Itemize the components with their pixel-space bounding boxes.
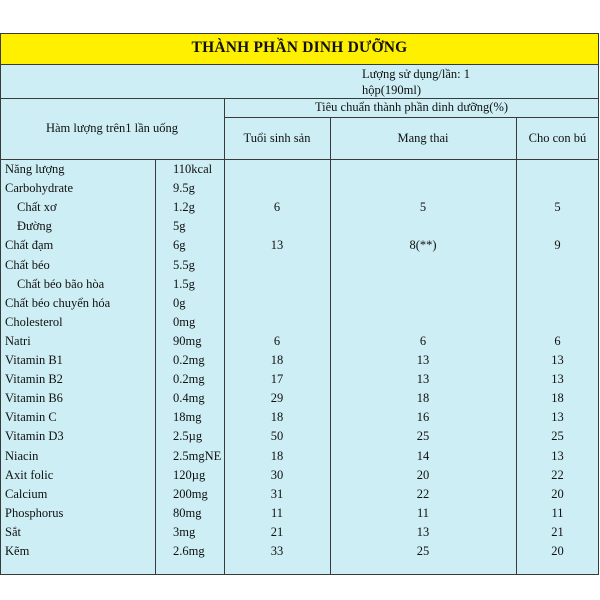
nutrient-percent: 17 — [270, 372, 284, 387]
nutrient-percent: 11 — [416, 505, 430, 520]
nutrient-amount: 1.5g — [173, 276, 195, 291]
nutrient-percent: 25 — [551, 429, 564, 444]
nutrient-percent: 31 — [270, 486, 284, 501]
nutrient-amount: 5.5g — [173, 257, 195, 272]
nutrient-name: Chất béo bão hòa — [17, 276, 105, 291]
nutrient-name: Niacin — [5, 448, 39, 463]
nutrient-percent: 18 — [270, 410, 284, 425]
grid-line — [0, 33, 599, 34]
nutrient-percent: 13 — [416, 353, 430, 367]
nutrient-percent: 13 — [551, 410, 564, 425]
nutrient-percent: 6 — [554, 333, 561, 348]
nutrient-name: Chất xơ — [17, 200, 57, 215]
nutrient-percent: 16 — [416, 410, 430, 425]
nutrient-percent: 8(**) — [409, 238, 437, 253]
group-header: Tiêu chuẩn thành phần dinh dưỡng(%) — [314, 100, 509, 114]
nutrient-percent: 25 — [416, 544, 430, 558]
nutrient-percent: 13 — [551, 448, 564, 463]
nutrient-percent: 18 — [551, 391, 564, 406]
nutrient-amount: 120µg — [173, 467, 206, 482]
nutrient-amount: 110kcal — [173, 162, 213, 176]
nutrient-name: Vitamin B2 — [5, 372, 63, 387]
nutrient-percent: 20 — [551, 486, 564, 501]
nutrient-name: Năng lượng — [5, 162, 65, 176]
nutrient-percent: 20 — [416, 467, 430, 482]
nutrient-name: Chất đạm — [5, 238, 54, 253]
nutrient-amount: 0.4mg — [173, 391, 205, 406]
nutrient-percent: 6 — [273, 200, 281, 215]
table-title: THÀNH PHẦN DINH DƯỠNG — [191, 39, 408, 56]
nutrient-percent: 6 — [273, 333, 281, 348]
nutrient-amount: 3mg — [173, 524, 196, 539]
nutrient-amount: 2.5mgNE — [173, 448, 222, 463]
nutrient-name: Vitamin B1 — [5, 353, 63, 367]
nutrient-percent: 11 — [270, 505, 284, 520]
nutrient-amount: 9.5g — [173, 181, 195, 196]
serving-size-line2: hộp(190ml) — [362, 83, 422, 97]
nutrient-name: Cholesterol — [5, 314, 63, 329]
nutrient-name: Axit folic — [5, 467, 54, 482]
nutrient-amount: 0mg — [173, 314, 196, 329]
col-header-reproductive-age: Tuổi sinh sản — [243, 131, 311, 145]
grid-line — [0, 33, 1, 575]
nutrient-amount: 0.2mg — [173, 372, 205, 387]
nutrient-name: Carbohydrate — [5, 181, 74, 196]
nutrient-percent: 21 — [270, 524, 284, 539]
nutrient-name: Chất béo — [5, 257, 50, 272]
grid-line — [0, 159, 599, 160]
nutrient-name: Vitamin D3 — [5, 429, 64, 444]
nutrient-percent: 29 — [270, 391, 284, 406]
nutrient-name: Vitamin C — [5, 410, 57, 425]
grid-line — [0, 98, 599, 99]
nutrient-percent: 21 — [551, 524, 564, 539]
nutrient-percent: 13 — [270, 238, 284, 253]
nutrient-amount: 80mg — [173, 505, 202, 520]
nutrient-amount: 0.2mg — [173, 353, 205, 367]
nutrient-percent: 18 — [416, 391, 430, 406]
nutrient-name: Chất béo chuyển hóa — [5, 295, 111, 310]
nutrient-percent: 22 — [416, 486, 430, 501]
nutrient-percent: 9 — [554, 238, 561, 253]
nutrient-percent: 25 — [416, 429, 430, 444]
nutrient-name: Natri — [5, 333, 31, 348]
col-header-breastfeeding: Cho con bú — [528, 131, 587, 145]
nutrient-percent: 18 — [270, 448, 284, 463]
nutrient-percent: 33 — [270, 544, 284, 558]
nutrient-amount: 18mg — [173, 410, 202, 425]
grid-line — [0, 574, 599, 575]
row-header: Hàm lượng trên1 lần uống — [45, 121, 179, 135]
nutrient-amount: 2.6mg — [173, 544, 205, 558]
nutrient-name: Sắt — [5, 524, 21, 539]
nutrient-percent: 5 — [419, 200, 427, 215]
nutrient-percent: 50 — [270, 429, 284, 444]
nutrient-percent: 13 — [416, 372, 430, 387]
nutrient-percent: 6 — [419, 333, 427, 348]
nutrient-amount: 1.2g — [173, 200, 195, 215]
col-header-pregnant: Mang thai — [397, 131, 449, 145]
grid-line — [0, 64, 599, 65]
nutrient-percent: 20 — [551, 544, 564, 558]
nutrient-amount: 90mg — [173, 333, 202, 348]
nutrient-amount: 0g — [173, 295, 186, 310]
nutrient-name: Đường — [17, 219, 52, 234]
nutrient-amount: 200mg — [173, 486, 208, 501]
nutrient-name: Kẽm — [5, 544, 30, 558]
nutrient-percent: 22 — [551, 467, 564, 482]
nutrient-percent: 11 — [551, 505, 564, 520]
grid-line — [224, 117, 599, 118]
nutrient-percent: 13 — [416, 524, 430, 539]
nutrient-percent: 5 — [554, 200, 561, 215]
nutrient-name: Phosphorus — [5, 505, 64, 520]
nutrient-percent: 14 — [416, 448, 430, 463]
nutrient-percent: 13 — [551, 372, 564, 387]
nutrient-percent: 30 — [270, 467, 284, 482]
nutrient-percent: 13 — [551, 353, 564, 367]
nutrient-percent: 18 — [270, 353, 284, 367]
nutrient-amount: 2.5µg — [173, 429, 203, 444]
nutrient-amount: 6g — [173, 238, 186, 253]
nutrient-name: Vitamin B6 — [5, 391, 63, 406]
serving-size-line1: Lượng sử dụng/lần: 1 — [362, 67, 471, 81]
nutrient-name: Calcium — [5, 486, 48, 501]
nutrient-amount: 5g — [173, 219, 186, 234]
